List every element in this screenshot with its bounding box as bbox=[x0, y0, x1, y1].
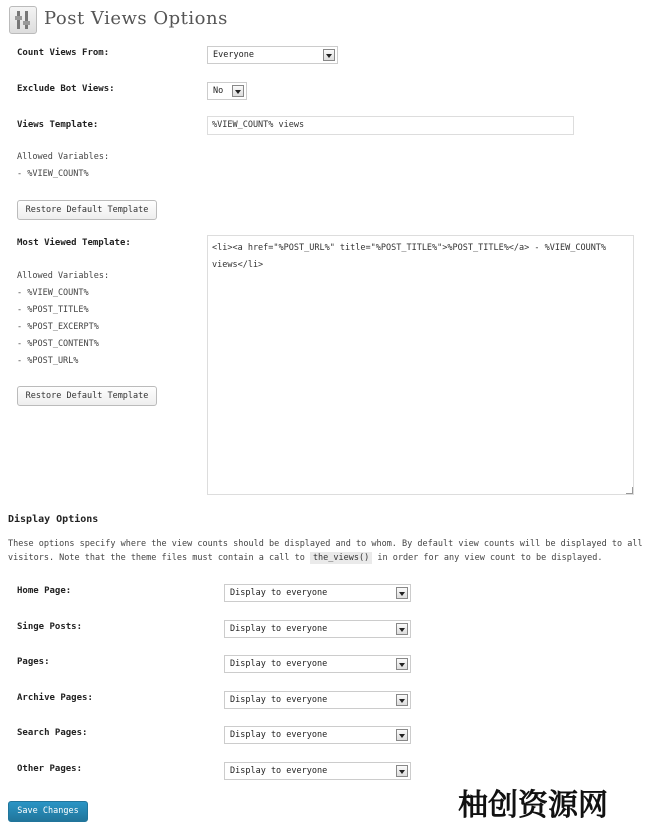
allowed-variable-item: - %VIEW_COUNT% bbox=[17, 169, 89, 179]
chevron-down-icon bbox=[396, 765, 408, 777]
restore-default-template-button[interactable]: Restore Default Template bbox=[17, 386, 157, 406]
other-pages-label: Other Pages: bbox=[17, 764, 83, 774]
other-pages-select[interactable]: Display to everyone bbox=[224, 762, 411, 780]
exclude-bot-views-value: No bbox=[213, 86, 224, 96]
exclude-bot-views-label: Exclude Bot Views: bbox=[17, 84, 115, 94]
chevron-down-icon bbox=[396, 658, 408, 670]
restore-default-template-button[interactable]: Restore Default Template bbox=[17, 200, 157, 220]
code-snippet: the_views() bbox=[310, 552, 372, 564]
template-line-1: <li><a href="%POST_URL%" title="%POST_TITLE%">%POST_TITLE%</a> - %VIEW_COUNT% bbox=[212, 243, 607, 253]
chevron-down-icon bbox=[396, 729, 408, 741]
chevron-down-icon bbox=[396, 623, 408, 635]
template-line-2: views</li> bbox=[212, 260, 264, 270]
settings-icon bbox=[9, 6, 37, 34]
allowed-variable-item: - %POST_URL% bbox=[17, 356, 79, 366]
pages-label: Pages: bbox=[17, 657, 50, 667]
exclude-bot-views-select[interactable] bbox=[207, 82, 247, 100]
description-line-2: visitors. Note that the theme files must contain a call to the_views() in order for any view count to be displayed. bbox=[8, 553, 603, 563]
home-page-select[interactable]: Display to everyone bbox=[224, 584, 411, 602]
count-views-from-value: Everyone bbox=[213, 50, 254, 60]
chevron-down-icon bbox=[323, 49, 335, 61]
count-views-from-label: Count Views From: bbox=[17, 48, 110, 58]
single-posts-select[interactable]: Display to everyone bbox=[224, 620, 411, 638]
display-options-description bbox=[8, 537, 644, 565]
allowed-variables-label: Allowed Variables: bbox=[17, 271, 110, 281]
archive-pages-select[interactable]: Display to everyone bbox=[224, 691, 411, 709]
save-changes-button[interactable]: Save Changes bbox=[8, 801, 88, 822]
page-title: Post Views Options bbox=[44, 8, 228, 29]
description-line-1: These options specify where the view counts should be displayed and to whom. By default view counts will be displayed to all bbox=[8, 539, 643, 549]
most-viewed-template-textarea[interactable] bbox=[207, 235, 634, 495]
resize-handle-icon[interactable] bbox=[626, 487, 633, 494]
display-options-heading: Display Options bbox=[8, 514, 99, 525]
chevron-down-icon bbox=[396, 694, 408, 706]
allowed-variable-item: - %POST_EXCERPT% bbox=[17, 322, 99, 332]
allowed-variable-item: - %POST_CONTENT% bbox=[17, 339, 99, 349]
archive-pages-label: Archive Pages: bbox=[17, 693, 93, 703]
pages-select[interactable]: Display to everyone bbox=[224, 655, 411, 673]
most-viewed-template-label: Most Viewed Template: bbox=[17, 238, 131, 248]
watermark: 柚创资源网 bbox=[458, 788, 608, 823]
chevron-down-icon bbox=[396, 587, 408, 599]
allowed-variables-label: Allowed Variables: bbox=[17, 152, 110, 162]
views-template-label: Views Template: bbox=[17, 120, 99, 130]
count-views-from-select[interactable] bbox=[207, 46, 338, 64]
home-page-label: Home Page: bbox=[17, 586, 72, 596]
allowed-variable-item: - %POST_TITLE% bbox=[17, 305, 89, 315]
search-pages-select[interactable]: Display to everyone bbox=[224, 726, 411, 744]
chevron-down-icon bbox=[232, 85, 244, 97]
search-pages-label: Search Pages: bbox=[17, 728, 88, 738]
single-posts-label: Singe Posts: bbox=[17, 622, 83, 632]
views-template-input[interactable]: %VIEW_COUNT% views bbox=[207, 116, 574, 135]
allowed-variable-item: - %VIEW_COUNT% bbox=[17, 288, 89, 298]
